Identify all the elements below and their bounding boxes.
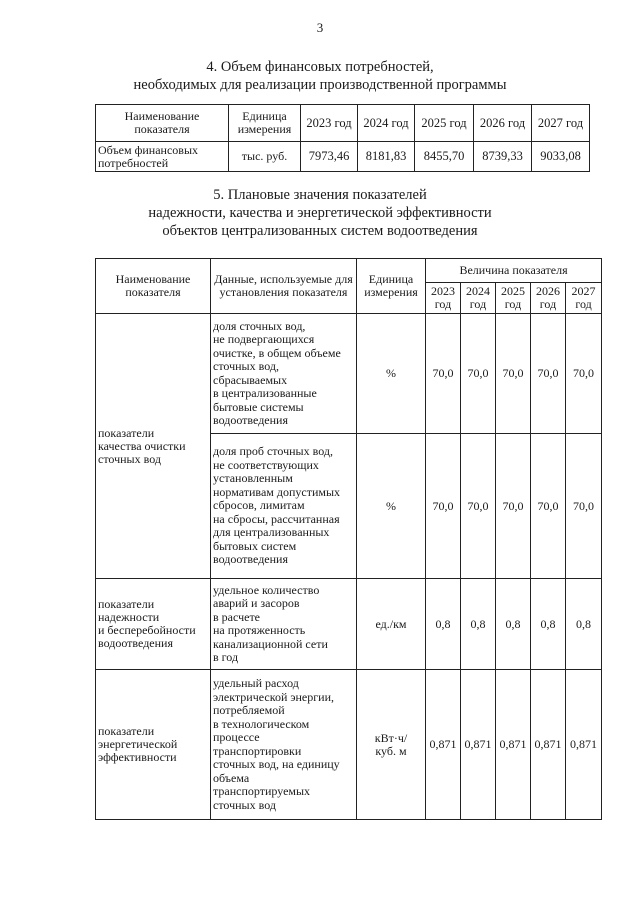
section-5-title-line: объектов централизованных систем водоотведения (162, 223, 478, 239)
indicator-group-line: надежности (98, 610, 160, 624)
description-line: доля проб сточных вод, (213, 444, 333, 459)
description-line: очистке, в общем объеме (213, 345, 341, 360)
year-header-cell (566, 283, 602, 314)
value-cell: 70,0 (496, 314, 531, 434)
table-row (96, 579, 602, 670)
description-line: электрической энергии, (213, 689, 335, 704)
description-line: сбросов, лимитам (213, 498, 305, 513)
value-cell: 70,0 (531, 434, 566, 579)
indicator-description-cell (211, 579, 357, 670)
description-line: водоотведения (213, 552, 288, 567)
value-cell: 0,871 (566, 670, 602, 820)
year-label: 2024 (466, 284, 490, 298)
table-row (96, 670, 602, 820)
description-line: водоотведения (213, 413, 288, 427)
year-label: 2027 (571, 284, 596, 298)
description-line: в технологическом (213, 716, 310, 731)
indicator-group-line: водоотведения (98, 636, 173, 650)
description-line: на сбросы, рассчитанная (213, 511, 340, 526)
value-cell: 0,8 (531, 579, 566, 670)
description-line: нормативам допустимых (213, 484, 341, 499)
description-line: сточных вод, (213, 359, 279, 373)
header-cell: 2025 год (415, 105, 474, 142)
unit-cell: % (357, 314, 426, 434)
table-header-row (96, 105, 590, 142)
description-line: не подвергающихся (213, 332, 315, 346)
value-cell: 0,8 (496, 579, 531, 670)
header-cell: 2026 год (474, 105, 532, 142)
value-cell: 70,0 (496, 434, 531, 579)
indicator-group-line: показатели (98, 597, 155, 611)
description-line: в год (213, 650, 239, 664)
header-cell: Наименование показателя (96, 105, 229, 142)
indicator-group-line: и бесперебойности (98, 623, 196, 637)
indicator-description-cell (211, 434, 357, 579)
unit-cell: тыс. руб. (229, 142, 301, 172)
value-cell: 8455,70 (415, 142, 474, 172)
description-line: доля сточных вод, (213, 318, 306, 333)
year-suffix: год (539, 297, 557, 311)
indicators-table (95, 258, 602, 820)
indicator-group-line: показатели (98, 425, 155, 440)
value-cell: 0,871 (461, 670, 496, 820)
header-cell-unit: Единица измерения (357, 259, 426, 314)
table-row (96, 142, 590, 172)
indicator-group-line: качества очистки (98, 438, 186, 453)
description-line: процессе (213, 730, 260, 744)
indicator-description-cell (211, 314, 357, 434)
header-cell: Единица измерения (229, 105, 301, 142)
section-4-heading (0, 58, 640, 94)
unit-cell (357, 670, 426, 820)
value-cell: 9033,08 (532, 142, 590, 172)
header-cell: 2024 год (358, 105, 415, 142)
year-header-cell (531, 283, 566, 314)
value-cell: 0,871 (496, 670, 531, 820)
year-label: 2026 (536, 284, 560, 298)
value-cell: 70,0 (461, 434, 496, 579)
header-cell: 2027 год (532, 105, 590, 142)
indicator-group-line: эффективности (98, 750, 177, 764)
indicator-group-cell (96, 314, 211, 579)
value-cell: 70,0 (531, 314, 566, 434)
description-line: не соответствующих (213, 457, 319, 472)
unit-line: кВт·ч/ (374, 730, 408, 745)
section-5-title-line: надежности, качества и энергетической эффективности (148, 205, 492, 221)
description-line: удельный расход (213, 676, 299, 690)
description-line: канализационной сети (213, 636, 328, 651)
value-cell: 70,0 (566, 434, 602, 579)
description-line: установленным (213, 471, 293, 486)
description-line: удельное количество (213, 582, 320, 597)
value-cell: 70,0 (566, 314, 602, 434)
unit-cell: % (357, 434, 426, 579)
financial-needs-table (95, 104, 590, 172)
indicator-group-cell (96, 670, 211, 820)
description-line: на протяженность (213, 623, 306, 637)
year-label: 2025 (501, 284, 525, 298)
year-header-cell (426, 283, 461, 314)
header-cell-value: Величина показателя (426, 259, 602, 283)
description-line: сточных вод, на единицу (213, 757, 340, 771)
value-cell: 0,871 (531, 670, 566, 820)
value-cell: 8181,83 (358, 142, 415, 172)
description-line: транспортировки (213, 743, 302, 758)
value-cell: 70,0 (426, 314, 461, 434)
year-label: 2023 (431, 284, 455, 298)
section-5-title-line: 5. Плановые значения показателей (213, 187, 427, 203)
year-suffix: год (469, 297, 487, 311)
value-cell: 70,0 (461, 314, 496, 434)
section-4-title-line: необходимых для реализации производственной программы (133, 77, 507, 93)
indicator-group-line: энергетической (98, 737, 178, 751)
indicator-group-line: показатели (98, 724, 155, 738)
header-cell: 2023 год (301, 105, 358, 142)
indicator-group-cell (96, 579, 211, 670)
year-suffix: год (434, 297, 452, 311)
page-number: 3 (316, 20, 324, 35)
description-line: транспортируемых (213, 784, 311, 798)
unit-cell: ед./км (357, 579, 426, 670)
value-cell: 0,8 (566, 579, 602, 670)
description-line: аварий и засоров (213, 596, 300, 610)
value-cell: 7973,46 (301, 142, 358, 172)
header-cell-data: Данные, используемые для установления показателя (211, 259, 357, 314)
section-4-title-line: 4. Объем финансовых потребностей, (206, 59, 434, 75)
table-row (96, 314, 602, 434)
description-line: в расчете (213, 609, 261, 624)
description-line: объема (213, 770, 250, 785)
indicator-group-line: сточных вод (98, 451, 161, 466)
indicator-name-cell: Объем финансовых потребностей (96, 142, 229, 172)
value-cell: 0,871 (426, 670, 461, 820)
unit-line: куб. м (375, 743, 407, 758)
value-cell: 0,8 (426, 579, 461, 670)
value-cell: 70,0 (426, 434, 461, 579)
description-line: в централизованные (213, 386, 317, 400)
header-cell-name: Наименование показателя (96, 259, 211, 314)
description-line: сточных вод (213, 797, 276, 812)
section-5-heading (0, 186, 640, 240)
description-line: сбрасываемых (213, 372, 288, 387)
year-header-cell (461, 283, 496, 314)
year-suffix: год (504, 297, 522, 311)
description-line: для централизованных (213, 525, 330, 540)
value-cell: 0,8 (461, 579, 496, 670)
description-line: потребляемой (213, 703, 285, 717)
table-header-row (96, 259, 602, 283)
description-line: бытовых систем (213, 538, 297, 553)
value-cell: 8739,33 (474, 142, 532, 172)
indicator-description-cell (211, 670, 357, 820)
year-suffix: год (575, 297, 592, 311)
year-header-cell (496, 283, 531, 314)
description-line: бытовые системы (213, 399, 304, 414)
